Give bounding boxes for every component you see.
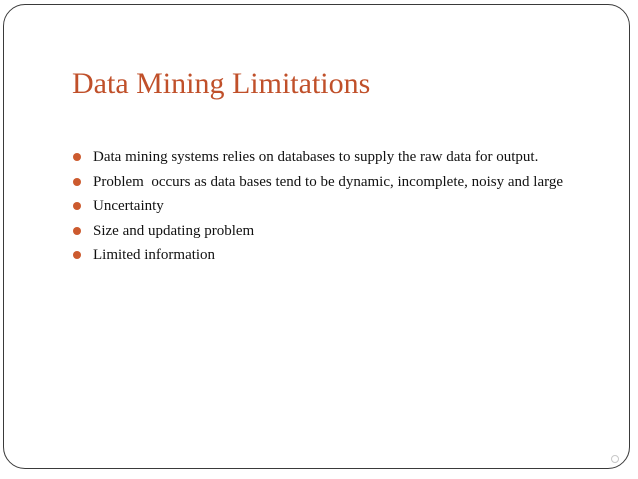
- bullet-text: Limited information: [93, 247, 216, 263]
- bullet-text: Size and updating problem: [93, 222, 255, 239]
- list-item: [73, 221, 563, 246]
- slide-title: Data Mining Limitations: [72, 67, 371, 100]
- bullet-dot-icon: [73, 202, 81, 210]
- bullet-dot-icon: [73, 178, 81, 186]
- page-number-marker: [611, 455, 619, 463]
- bullet-text: Data mining systems relies on databases to supply the raw data for output.: [93, 149, 539, 165]
- bullet-dot-icon: [73, 153, 81, 161]
- bullet-dot-icon: [73, 227, 81, 235]
- bullet-dot-icon: [73, 251, 81, 259]
- list-item: [73, 147, 563, 172]
- list-item: [73, 245, 563, 270]
- slide-frame: [3, 4, 630, 469]
- list-item: [73, 196, 563, 221]
- bullet-list: [73, 147, 563, 270]
- bullet-text: Uncertainty: [93, 198, 164, 214]
- list-item: [73, 172, 563, 197]
- bullet-text: Problem occurs as data bases tend to be dynamic, incomplete, noisy and large: [93, 173, 564, 190]
